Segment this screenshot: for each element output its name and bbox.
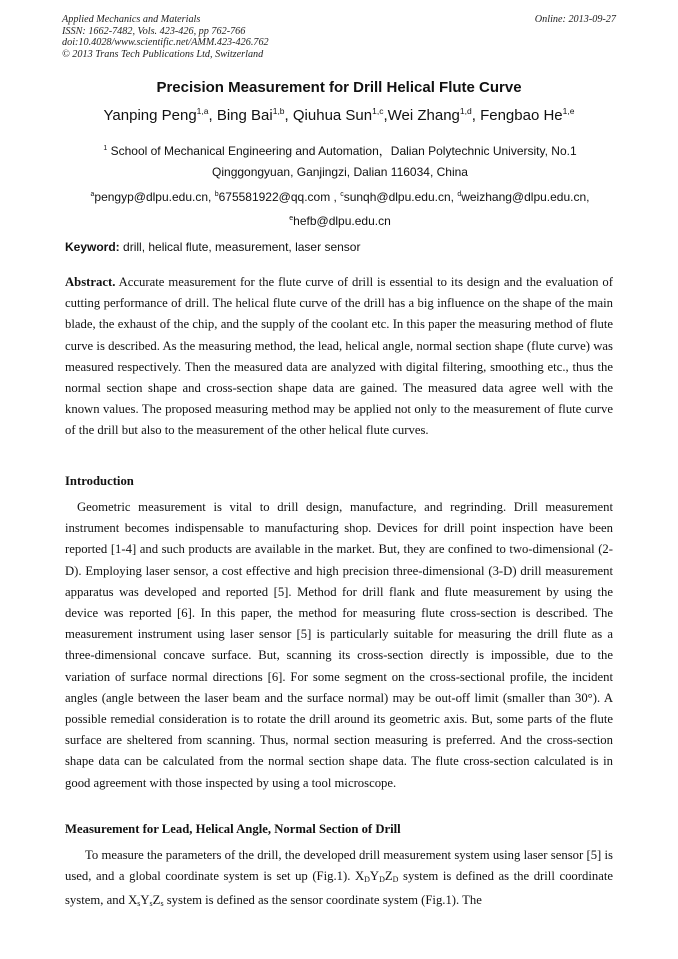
abstract <box>65 272 613 442</box>
author-name: Qiuhua Sun <box>292 107 373 124</box>
subscript: D <box>364 875 370 885</box>
copyright-line: © 2013 Trans Tech Publications Ltd, Switzerland <box>62 48 264 60</box>
email-sup: b <box>214 191 219 198</box>
measurement-text-part: Y <box>369 869 380 884</box>
email-sup: e <box>289 215 294 222</box>
email-sup: c <box>340 191 344 198</box>
subscript: s <box>149 899 153 909</box>
author-sep: , <box>284 107 293 124</box>
subscript: D <box>379 875 385 885</box>
abstract-text: Accurate measurement for the flute curve of drill is essential to its design and the evaluation of cutting performance of drill. The helical flute curve of the drill has a big influence on the shape of the main blade, the exhaust of the chip, and the supply of the coolant etc. In this paper the measuring method of flute curve is described. As the measuring method, the lead, helical angle, normal section shape (flute curve) was measured respectively. Then the measured data are analyzed with digital filtering, smoothing etc., thus the normal section shape and cross-section shape data are gained. The measured data agree well with the known values. The proposed measuring method may be applied not only to the measurement of flute curve of the drill but also to the measurement of the other helical flute curves. <box>65 275 613 438</box>
affiliation-line2: Qinggongyuan, Ganjingzi, Dalian 116034, China <box>212 165 468 179</box>
introduction-text: Geometric measurement is vital to drill design, manufacture, and regrinding. Drill measurement instrument becomes indispensable to manufacturing shop. Devices for drill point inspection have been reported [1-4] and such products are available in the market. But, they are confined to two-dimensional (2-D). Employing laser sensor, a cost effective and high precision three-dimensional (3-D) drill measurement apparatus was developed and reported [5]. Method for drill flank and flute measurement by using the device was reported [6]. In this paper, the method for measuring flute cross-section is described. The measurement instrument using laser sensor [5] is particularly suitable for measuring the drill flute as a three-dimensional concave surface. But, scanning its cross-section directly is impossible, due to the variation of surface normal directions [6]. For some segment on the cross-sectional profile, the incident angles (angle between the laser beam and the surface normal) may be out-off limit (smaller than 30°). A possible remedial consideration is to rotate the drill around its geometric axis. But, some parts of the flute surface are sheltered from scanning. Thus, normal section measuring is preferred. And the cross-section shape data can be calculated from the normal section shape data. The flute cross-section calculated is in good agreement with those inspected by using a tool microscope. <box>65 500 613 790</box>
journal-name: Applied Mechanics and Materials <box>62 14 201 25</box>
affiliation-sup: 1 <box>103 145 108 152</box>
email-c[interactable]: sunqh@dlpu.edu.cn, <box>343 190 458 204</box>
measurement-text-part: To measure the parameters of the drill, the developed drill measurement system using laser sensor [5] is used, and a global coordinate system is set up (Fig.1). X <box>65 848 613 884</box>
email-b[interactable]: 675581922@qq.com , <box>218 190 341 204</box>
issn-line: ISSN: 1662-7482, Vols. 423-426, pp 762-766 <box>62 25 246 37</box>
keyword-text: drill, helical flute, measurement, laser sensor <box>119 240 361 254</box>
keyword-label: Keyword: <box>65 240 120 254</box>
measurement-text-part: Z <box>384 869 393 884</box>
subscript: s <box>160 899 164 909</box>
author-sup: 1,a <box>196 106 209 116</box>
author-sup: 1,b <box>272 106 285 116</box>
measurement-text-part: system is defined as the drill coordinate system, and X <box>65 869 613 908</box>
subscript: D <box>392 875 399 885</box>
author-sup: 1,d <box>459 106 472 116</box>
email-list <box>40 184 640 232</box>
email-sup: d <box>457 191 462 198</box>
email-e[interactable]: hefb@dlpu.edu.cn <box>293 214 391 228</box>
introduction-heading: Introduction <box>65 474 134 488</box>
measurement-text <box>65 845 613 915</box>
author-sup: 1,e <box>562 106 575 116</box>
abstract-label: Abstract. <box>65 275 116 289</box>
affiliation <box>70 138 610 183</box>
journal-header <box>62 14 616 60</box>
measurement-text-part: Y <box>140 893 150 908</box>
online-date: Online: 2013-09-27 <box>534 14 616 25</box>
author-sep: , <box>208 107 217 124</box>
author-sup: 1,c <box>372 106 384 116</box>
author-name: Bing Bai <box>216 107 273 124</box>
measurement-text-part: system is defined as the sensor coordinate system (Fig.1). The <box>163 893 482 908</box>
author-sep: , Fengbao He <box>471 107 563 124</box>
affiliation-line1: School of Mechanical Engineering and Automation，Dalian Polytechnic University, No.1 <box>107 144 577 158</box>
keywords <box>65 240 615 254</box>
measurement-heading: Measurement for Lead, Helical Angle, Normal Section of Drill <box>65 822 401 836</box>
email-d[interactable]: weizhang@dlpu.edu.cn, <box>461 190 590 204</box>
measurement-text-part: Z <box>152 893 161 908</box>
subscript: s <box>137 899 141 909</box>
email-sup: a <box>90 191 95 198</box>
email-a[interactable]: pengyp@dlpu.edu.cn, <box>94 190 215 204</box>
paper-title: Precision Measurement for Drill Helical Flute Curve <box>156 79 522 96</box>
author-sep: ,Wei Zhang <box>383 107 460 124</box>
doi-line[interactable]: doi:10.4028/www.scientific.net/AMM.423-426.762 <box>62 37 269 49</box>
author-name: Yanping Peng <box>103 107 197 124</box>
author-list <box>0 106 678 124</box>
